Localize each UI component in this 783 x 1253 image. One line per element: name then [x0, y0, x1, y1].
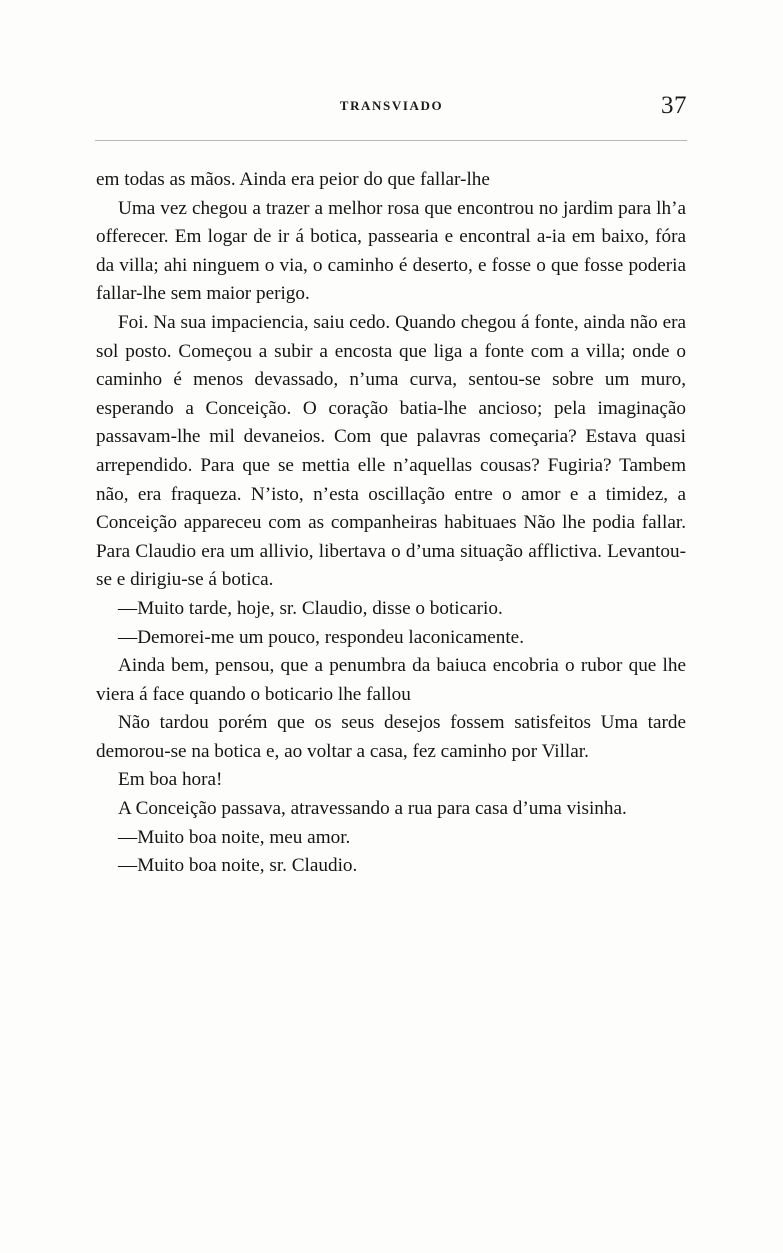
page-number: 37 — [661, 92, 687, 119]
paragraph: A Conceição passava, atravessando a rua para casa d’uma visinha. — [118, 798, 627, 820]
header-divider — [95, 140, 687, 141]
page-body — [96, 166, 686, 881]
dialogue-line: —Demorei-me um pouco, respondeu laconicamente. — [118, 626, 524, 648]
paragraph: Uma vez chegou a trazer a melhor rosa que encontrou no jardim para lh’a offerecer. Em logar de ir á botica, passearia e encontral a-ia em baixo, fóra da villa; ahi ninguem o via, o caminho é deserto, e fosse o que fosse poderia fallar-lhe sem maior perigo. — [96, 197, 686, 305]
dialogue-line: —Muito boa noite, sr. Claudio. — [118, 855, 358, 877]
dialogue-line: —Muito tarde, hoje, sr. Claudio, disse o boticario. — [118, 597, 503, 619]
paragraph: Foi. Na sua impaciencia, saiu cedo. Quando chegou á fonte, ainda não era sol posto. Começou a subir a encosta que liga a fonte com a villa; onde o caminho é menos devassado, n’uma curva, sentou-se sobre um muro, esperando a Conceição. O coração batia-lhe ancioso; pela imaginação passavam-lhe mil devaneios. Com que palavras começaria? Estava quasi arrependido. Para que se mettia elle n’aquellas cousas? Fugiria? Tambem não, era fraqueza. N’isto, n’esta oscillação entre o amor e a timidez, a Conceição appareceu com as companheiras habituaes Não lhe podia fallar. Para Claudio era um allivio, libertava o d’uma situação afflictiva. Levantou-se e dirigiu-se á botica. — [96, 311, 686, 591]
paragraph: em todas as mãos. Ainda era peior do que fallar-lhe — [96, 169, 490, 190]
page-header — [96, 92, 687, 120]
running-title: TRANSVIADO — [339, 98, 444, 113]
paragraph: Não tardou porém que os seus desejos fossem satisfeitos Uma tarde demorou-se na botica e, ao voltar a casa, fez caminho por Villar. — [96, 712, 686, 762]
paragraph: Em boa hora! — [118, 769, 223, 791]
dialogue-line: —Muito boa noite, meu amor. — [118, 826, 351, 848]
paragraph: Ainda bem, pensou, que a penumbra da baiuca encobria o rubor que lhe viera á face quando o boticario lhe fallou — [96, 655, 686, 705]
